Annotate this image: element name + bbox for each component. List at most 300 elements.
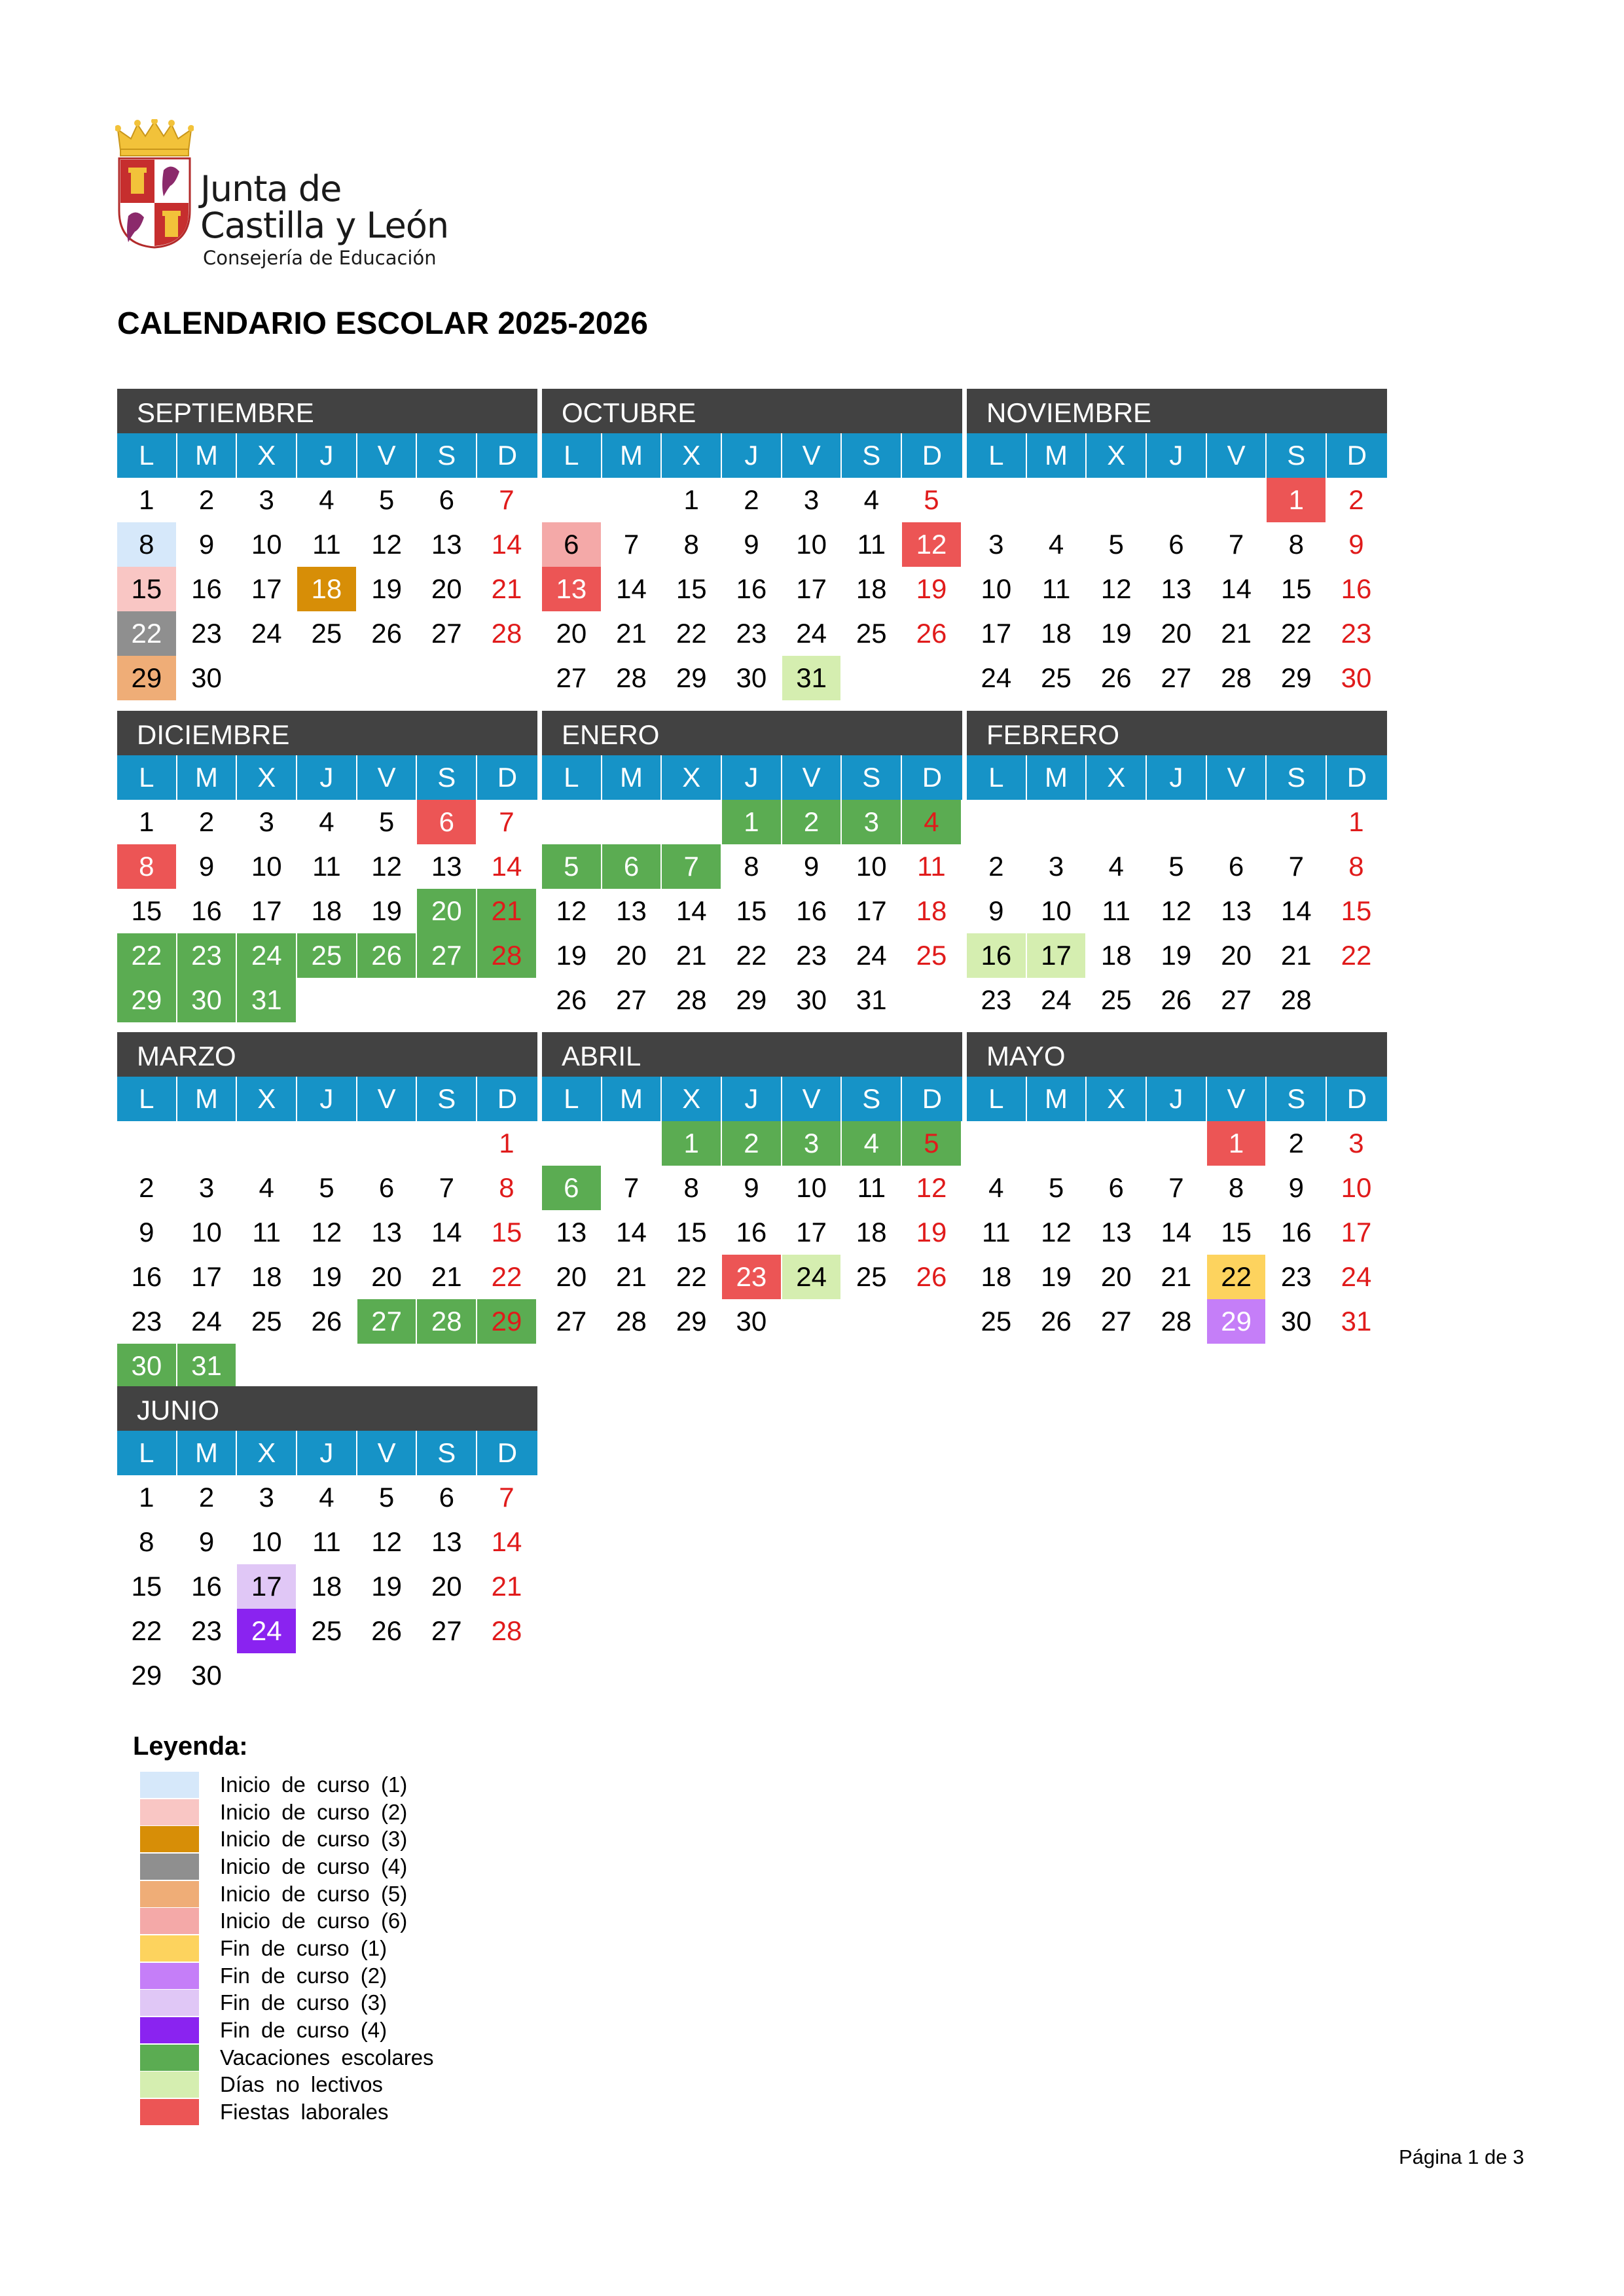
org-name-line1: Junta de [200, 168, 342, 209]
weekday-header-row [542, 433, 962, 478]
day-cell: 28 [477, 611, 537, 657]
week-row [542, 1121, 962, 1166]
weekday-label: D [497, 1437, 518, 1468]
day-cell: 2 [1327, 478, 1387, 524]
week-row [542, 844, 962, 889]
day-cell: 27 [417, 611, 477, 657]
weekday-label: V [357, 433, 418, 478]
day-cell: 9 [967, 889, 1027, 935]
legend-item [140, 1853, 434, 1880]
day-cell: 13 [542, 1210, 602, 1256]
empty-cell [417, 1121, 477, 1167]
day-cell: 7 [477, 478, 537, 524]
weekday-label: L [542, 755, 602, 800]
day-cell: 1 [1207, 1121, 1267, 1167]
empty-cell [297, 1121, 357, 1167]
day-cell: 5 [1027, 1166, 1087, 1211]
day-cell: 8 [662, 522, 722, 568]
empty-cell [967, 1121, 1027, 1167]
legend-item [140, 1907, 434, 1935]
day-cell: 18 [902, 889, 962, 935]
day-cell: 5 [542, 844, 602, 890]
day-cell: 30 [1327, 656, 1387, 702]
day-cell: 23 [177, 933, 238, 979]
day-cell: 15 [722, 889, 782, 935]
day-cell: 23 [1327, 611, 1387, 657]
weekday-header-row [117, 1431, 537, 1475]
day-cell: 25 [902, 933, 962, 979]
month-title: MAYO [967, 1032, 1387, 1077]
month-marzo [117, 1032, 537, 1388]
week-row [542, 522, 962, 567]
day-cell: 13 [417, 522, 477, 568]
day-cell: 14 [1207, 567, 1267, 613]
page-title: CALENDARIO ESCOLAR 2025-2026 [117, 306, 648, 341]
org-name-line2: Castilla y León [200, 205, 449, 246]
day-cell: 13 [417, 844, 477, 890]
day-cell: 2 [1267, 1121, 1327, 1167]
week-row [117, 1653, 537, 1698]
day-cell: 12 [357, 844, 418, 890]
day-cell: 10 [237, 522, 297, 568]
empty-cell [967, 478, 1027, 524]
weekday-label: J [722, 1077, 782, 1121]
day-cell: 18 [297, 1564, 357, 1610]
day-cell: 20 [417, 567, 477, 613]
day-cell: 29 [1207, 1299, 1267, 1345]
weekday-label: S [417, 755, 477, 800]
weekday-label: S [842, 755, 902, 800]
legend-item [140, 1962, 434, 1990]
weekday-label: L [967, 1077, 1027, 1121]
weekday-label: X [1087, 1077, 1147, 1121]
legend-item [140, 1935, 434, 1962]
empty-cell [542, 478, 602, 524]
weekday-label: L [117, 433, 177, 478]
day-cell: 18 [237, 1255, 297, 1300]
empty-cell [602, 800, 662, 846]
empty-cell [602, 1121, 662, 1167]
day-cell: 22 [117, 1609, 177, 1655]
day-cell: 7 [662, 844, 722, 890]
week-row [117, 1299, 537, 1344]
day-cell: 12 [902, 522, 962, 568]
day-cell: 9 [117, 1210, 177, 1256]
day-cell: 16 [1327, 567, 1387, 613]
legend-label: Inicio de curso (1) [220, 1772, 408, 1797]
empty-cell [417, 656, 477, 702]
empty-cell [357, 1344, 418, 1390]
day-cell: 20 [357, 1255, 418, 1300]
legend-item [140, 2098, 434, 2126]
day-cell: 12 [357, 1520, 418, 1566]
day-cell: 1 [117, 1475, 177, 1521]
day-cell: 27 [602, 978, 662, 1024]
empty-cell [237, 1344, 297, 1390]
day-cell: 9 [722, 522, 782, 568]
day-cell: 12 [902, 1166, 962, 1211]
day-cell: 15 [662, 1210, 722, 1256]
week-row [967, 567, 1387, 611]
day-cell: 15 [1267, 567, 1327, 613]
day-cell: 17 [782, 1210, 842, 1256]
legend-swatch [140, 2045, 199, 2071]
day-cell: 30 [1267, 1299, 1327, 1345]
day-cell: 8 [117, 522, 177, 568]
week-row [117, 800, 537, 844]
day-cell: 3 [1327, 1121, 1387, 1167]
day-cell: 20 [542, 611, 602, 657]
empty-cell [177, 1121, 238, 1167]
day-cell: 15 [1327, 889, 1387, 935]
day-cell: 19 [357, 889, 418, 935]
legend-item [140, 2017, 434, 2044]
day-cell: 29 [117, 1653, 177, 1699]
weekday-label: X [662, 1077, 722, 1121]
day-cell: 3 [237, 1475, 297, 1521]
month-febrero [967, 711, 1387, 1022]
day-cell: 25 [842, 1255, 902, 1300]
day-cell: 27 [542, 656, 602, 702]
day-cell: 28 [477, 1609, 537, 1655]
day-cell: 19 [1087, 611, 1147, 657]
weekday-label: M [1027, 1077, 1087, 1121]
legend-label: Fin de curso (3) [220, 1990, 388, 2015]
weekday-label: L [117, 1431, 177, 1475]
crown-icon [115, 119, 194, 158]
week-row [117, 1609, 537, 1653]
empty-cell [297, 656, 357, 702]
day-cell: 1 [117, 800, 177, 846]
weekday-label: M [602, 433, 662, 478]
day-cell: 24 [782, 1255, 842, 1300]
day-cell: 31 [177, 1344, 238, 1390]
month-enero [542, 711, 962, 1022]
day-cell: 10 [967, 567, 1027, 613]
day-cell: 20 [542, 1255, 602, 1300]
empty-cell [1087, 800, 1147, 846]
day-cell: 14 [602, 567, 662, 613]
empty-cell [237, 656, 297, 702]
day-cell: 18 [297, 889, 357, 935]
day-cell: 4 [902, 800, 962, 846]
month-septiembre [117, 389, 537, 700]
day-cell: 13 [1087, 1210, 1147, 1256]
day-cell: 9 [782, 844, 842, 890]
day-cell: 30 [177, 1653, 238, 1699]
day-cell: 19 [297, 1255, 357, 1300]
day-cell: 24 [967, 656, 1027, 702]
day-cell: 27 [417, 1609, 477, 1655]
day-cell: 17 [177, 1255, 238, 1300]
day-cell: 8 [722, 844, 782, 890]
page-number: Página 1 de 3 [1399, 2145, 1525, 2168]
weekday-label: D [922, 440, 943, 471]
day-cell: 30 [117, 1344, 177, 1390]
legend-item [140, 2072, 434, 2099]
day-cell: 18 [842, 567, 902, 613]
day-cell: 13 [1207, 889, 1267, 935]
day-cell: 1 [662, 1121, 722, 1167]
day-cell: 12 [1087, 567, 1147, 613]
day-cell: 16 [782, 889, 842, 935]
legend-title: Leyenda: [133, 1732, 248, 1761]
week-row [967, 933, 1387, 978]
day-cell: 22 [117, 611, 177, 657]
day-cell: 6 [542, 1166, 602, 1211]
day-cell: 27 [1147, 656, 1207, 702]
day-cell: 27 [1087, 1299, 1147, 1345]
day-cell: 4 [297, 1475, 357, 1521]
week-row [117, 1520, 537, 1564]
day-cell: 30 [177, 978, 238, 1024]
weekday-label: X [237, 1431, 297, 1475]
empty-cell [1147, 1121, 1207, 1167]
day-cell: 25 [1027, 656, 1087, 702]
day-cell: 23 [177, 1609, 238, 1655]
day-cell: 17 [1027, 933, 1087, 979]
weekday-label: J [297, 1077, 357, 1121]
month-octubre [542, 389, 962, 700]
day-cell: 29 [662, 656, 722, 702]
week-row [117, 889, 537, 933]
day-cell: 11 [1087, 889, 1147, 935]
day-cell: 6 [417, 478, 477, 524]
empty-cell [1327, 978, 1387, 1024]
day-cell: 16 [967, 933, 1027, 979]
weekday-label: V [357, 755, 418, 800]
day-cell: 23 [782, 933, 842, 979]
day-cell: 9 [722, 1166, 782, 1211]
empty-cell [357, 1121, 418, 1167]
day-cell: 16 [177, 1564, 238, 1610]
month-title: SEPTIEMBRE [117, 389, 537, 433]
weekday-label: S [1267, 755, 1327, 800]
empty-cell [417, 1653, 477, 1699]
day-cell: 12 [357, 522, 418, 568]
weekday-label: X [237, 433, 297, 478]
month-mayo [967, 1032, 1387, 1344]
day-cell: 22 [117, 933, 177, 979]
day-cell: 8 [1327, 844, 1387, 890]
day-cell: 2 [722, 478, 782, 524]
day-cell: 20 [1147, 611, 1207, 657]
day-cell: 30 [722, 1299, 782, 1345]
day-cell: 5 [1087, 522, 1147, 568]
month-title: ENERO [542, 711, 962, 755]
day-cell: 11 [902, 844, 962, 890]
weekday-label: X [237, 755, 297, 800]
day-cell: 4 [842, 478, 902, 524]
weekday-label: X [662, 755, 722, 800]
empty-cell [237, 1121, 297, 1167]
day-cell: 7 [602, 1166, 662, 1211]
weekday-label: X [237, 1077, 297, 1121]
day-cell: 19 [1027, 1255, 1087, 1300]
day-cell: 16 [722, 567, 782, 613]
week-row [542, 478, 962, 522]
day-cell: 5 [357, 800, 418, 846]
week-row [967, 1210, 1387, 1255]
week-row [117, 656, 537, 700]
day-cell: 4 [1087, 844, 1147, 890]
day-cell: 25 [297, 611, 357, 657]
day-cell: 17 [842, 889, 902, 935]
weekday-label: X [662, 433, 722, 478]
empty-cell [902, 1299, 962, 1345]
month-title: JUNIO [117, 1386, 537, 1431]
weekday-label: J [297, 433, 357, 478]
weekday-label: V [1207, 433, 1267, 478]
empty-cell [297, 1344, 357, 1390]
day-cell: 8 [662, 1166, 722, 1211]
day-cell: 1 [1327, 800, 1387, 846]
legend-item [140, 2044, 434, 2072]
weekday-label: L [967, 433, 1027, 478]
day-cell: 8 [117, 844, 177, 890]
weekday-header-row [117, 1077, 537, 1121]
day-cell: 27 [542, 1299, 602, 1345]
weekday-header-row [117, 433, 537, 478]
week-row [542, 889, 962, 933]
weekday-label: D [922, 762, 943, 793]
day-cell: 5 [357, 478, 418, 524]
day-cell: 4 [297, 800, 357, 846]
empty-cell [237, 1653, 297, 1699]
day-cell: 23 [967, 978, 1027, 1024]
day-cell: 13 [417, 1520, 477, 1566]
empty-cell [542, 800, 602, 846]
day-cell: 10 [782, 1166, 842, 1211]
week-row [542, 1166, 962, 1210]
weekday-label: S [842, 1077, 902, 1121]
day-cell: 30 [722, 656, 782, 702]
weekday-label: M [602, 755, 662, 800]
week-row [117, 978, 537, 1022]
department-name: Consejería de Educación [203, 247, 437, 269]
weekday-label: J [722, 755, 782, 800]
day-cell: 21 [1207, 611, 1267, 657]
week-row [117, 567, 537, 611]
legend-swatch [140, 1826, 199, 1852]
day-cell: 13 [602, 889, 662, 935]
day-cell: 16 [177, 567, 238, 613]
legend-swatch [140, 1963, 199, 1989]
day-cell: 25 [842, 611, 902, 657]
legend-swatch [140, 2017, 199, 2043]
day-cell: 5 [1147, 844, 1207, 890]
week-row [117, 844, 537, 889]
legend-label: Fin de curso (4) [220, 2018, 388, 2043]
day-cell: 13 [357, 1210, 418, 1256]
day-cell: 29 [117, 656, 177, 702]
day-cell: 9 [1267, 1166, 1327, 1211]
day-cell: 12 [1027, 1210, 1087, 1256]
day-cell: 26 [357, 1609, 418, 1655]
empty-cell [357, 656, 418, 702]
day-cell: 20 [417, 1564, 477, 1610]
week-row [542, 1299, 962, 1344]
day-cell: 17 [237, 889, 297, 935]
empty-cell [1147, 800, 1207, 846]
weekday-label: M [1027, 755, 1087, 800]
weekday-label: X [1087, 755, 1147, 800]
day-cell: 4 [297, 478, 357, 524]
legend-item [140, 1771, 434, 1799]
weekday-label: J [722, 433, 782, 478]
day-cell: 7 [602, 522, 662, 568]
empty-cell [477, 1653, 537, 1699]
week-row [967, 889, 1387, 933]
day-cell: 29 [477, 1299, 537, 1345]
day-cell: 25 [297, 1609, 357, 1655]
coat-of-arms-icon [118, 157, 191, 249]
junta-logo [115, 119, 482, 283]
weekday-header-row [967, 755, 1387, 800]
weekday-label: L [117, 1077, 177, 1121]
empty-cell [902, 656, 962, 702]
week-row [117, 933, 537, 978]
day-cell: 30 [177, 656, 238, 702]
day-cell: 16 [722, 1210, 782, 1256]
day-cell: 10 [237, 844, 297, 890]
day-cell: 3 [967, 522, 1027, 568]
empty-cell [1207, 478, 1267, 524]
day-cell: 3 [1027, 844, 1087, 890]
day-cell: 14 [477, 844, 537, 890]
day-cell: 4 [842, 1121, 902, 1167]
day-cell: 9 [177, 1520, 238, 1566]
day-cell: 17 [237, 1564, 297, 1610]
day-cell: 2 [177, 478, 238, 524]
weekday-label: S [417, 1077, 477, 1121]
week-row [117, 1121, 537, 1166]
day-cell: 6 [602, 844, 662, 890]
weekday-label: S [417, 433, 477, 478]
day-cell: 21 [602, 1255, 662, 1300]
day-cell: 18 [1087, 933, 1147, 979]
empty-cell [602, 478, 662, 524]
week-row [542, 1210, 962, 1255]
weekday-label: M [177, 755, 238, 800]
day-cell: 1 [477, 1121, 537, 1167]
weekday-label: V [782, 433, 842, 478]
day-cell: 31 [1327, 1299, 1387, 1345]
week-row [967, 978, 1387, 1022]
day-cell: 15 [477, 1210, 537, 1256]
month-title: FEBRERO [967, 711, 1387, 755]
day-cell: 1 [722, 800, 782, 846]
day-cell: 18 [297, 567, 357, 613]
day-cell: 25 [237, 1299, 297, 1345]
weekday-label: L [117, 755, 177, 800]
legend-label: Fiestas laborales [220, 2100, 389, 2125]
empty-cell [357, 1653, 418, 1699]
empty-cell [782, 1299, 842, 1345]
weekday-label: M [177, 1077, 238, 1121]
week-row [967, 611, 1387, 656]
week-row [542, 800, 962, 844]
weekday-label: D [497, 1083, 518, 1114]
day-cell: 14 [417, 1210, 477, 1256]
day-cell: 11 [967, 1210, 1027, 1256]
legend-swatch [140, 1799, 199, 1825]
month-title: DICIEMBRE [117, 711, 537, 755]
day-cell: 21 [1267, 933, 1327, 979]
day-cell: 5 [902, 1121, 962, 1167]
week-row [542, 978, 962, 1022]
day-cell: 20 [602, 933, 662, 979]
